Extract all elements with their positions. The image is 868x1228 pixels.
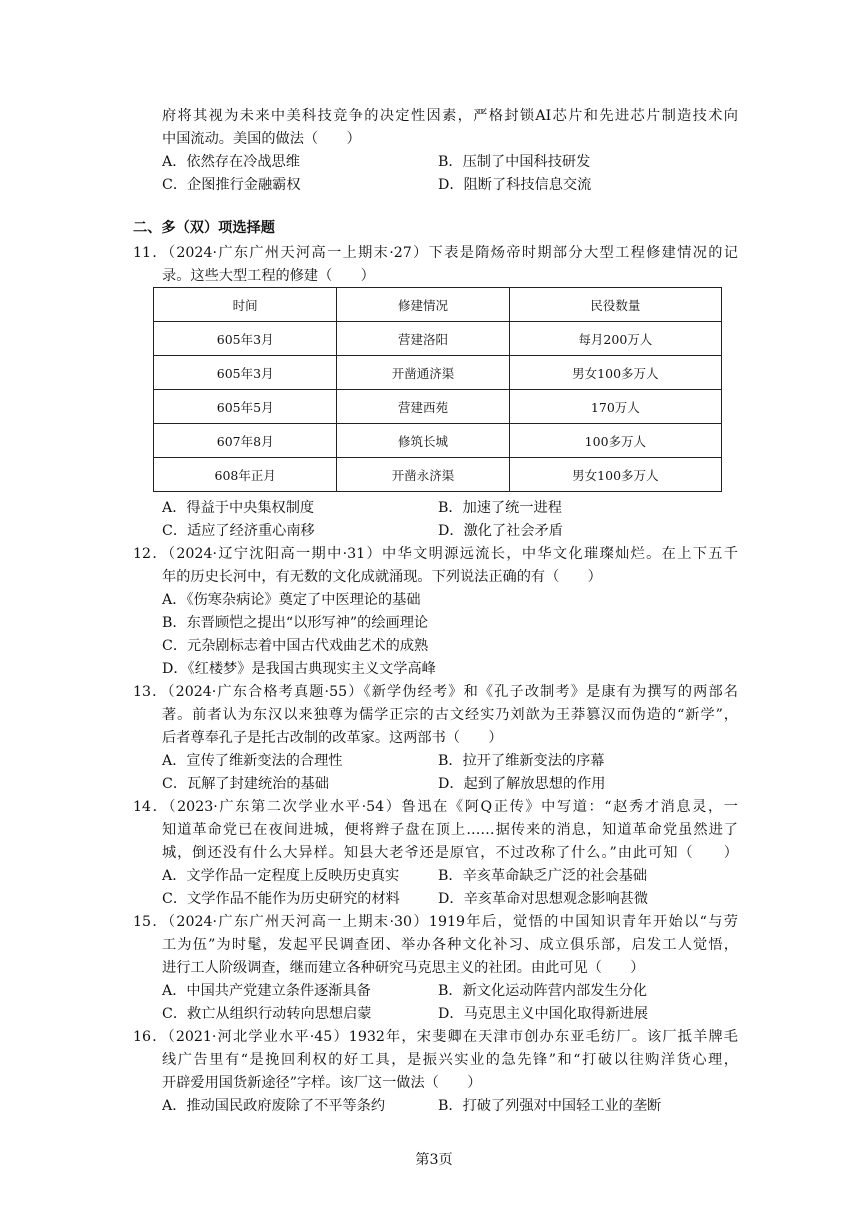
q15-stem-line-3: 进行工人阶级调查，继而建立各种研究马克思主义的社团。由此可见（ ） [162, 960, 645, 976]
table-cell: 605年3月 [154, 356, 337, 390]
q14-stem-line-2: 知道革命党已在夜间进城，便将辫子盘在顶上……据传来的消息，知道革命党虽然进了 [162, 822, 738, 838]
table-cell: 修筑长城 [337, 424, 509, 458]
table-cell: 605年5月 [154, 390, 337, 424]
q12-option-c: C．元杂剧标志着中国古代戏曲艺术的成熟 [162, 638, 429, 654]
table-header-row [154, 288, 722, 322]
table-cell: 开凿通济渠 [337, 356, 509, 390]
q16-stem-line-1: 16．（2021·河北学业水平·45）1932年，宋斐卿在天津市创办东亚毛纺厂。该厂抵羊牌毛 [133, 1029, 738, 1045]
q11-stem-line-2: 录。这些大型工程的修建（ ） [162, 268, 375, 284]
table-cell: 男女100多万人 [509, 458, 721, 492]
table-cell: 608年正月 [154, 458, 337, 492]
table-row [154, 424, 722, 458]
q14-option-c: C．文学作品不能作为历史研究的材料 [162, 891, 400, 907]
q12-option-b: B．东晋顾恺之提出“以形写神”的绘画理论 [162, 615, 429, 631]
table-row [154, 356, 722, 390]
table-cell: 营建西苑 [337, 390, 509, 424]
q15-stem-line-1: 15．（2024·广东广州天河高一上期末·30）1919年后，觉悟的中国知识青年开始以“与劳 [133, 914, 738, 930]
q15-stem-line-2: 工为伍”为时髦，发起平民调查团、举办各种文化补习、成立俱乐部，启发工人觉悟， [162, 937, 738, 953]
table-cell: 170万人 [509, 390, 721, 424]
q13-option-c: C．瓦解了封建统治的基础 [162, 776, 329, 792]
q15-option-c: C．救亡从组织行动转向思想启蒙 [162, 1006, 372, 1022]
table-row [154, 322, 722, 356]
table-cell: 607年8月 [154, 424, 337, 458]
q11-option-c: C．适应了经济重心南移 [162, 523, 315, 539]
q15-option-d: D．马克思主义中国化取得新进展 [438, 1006, 649, 1022]
q13-option-d: D．起到了解放思想的作用 [438, 776, 606, 792]
q10-option-c: C．企图推行金融霸权 [162, 177, 301, 193]
table-row [154, 390, 722, 424]
q11-option-a: A．得益于中央集权制度 [162, 500, 315, 516]
table-cell: 营建洛阳 [337, 322, 509, 356]
table-cell: 男女100多万人 [509, 356, 721, 390]
section-title: 二、多（双）项选择题 [133, 220, 275, 236]
table-cell: 每月200万人 [509, 322, 721, 356]
q11-option-d: D．激化了社会矛盾 [438, 523, 563, 539]
q10-option-a: A．依然存在冷战思维 [162, 154, 300, 170]
q16-option-a: A．推动国民政府废除了不平等条约 [162, 1098, 386, 1114]
q12-stem-line-2: 年的历史长河中，有无数的文化成就涌现。下列说法正确的有（ ） [162, 569, 602, 585]
q14-stem-line-1: 14．（2023·广东第二次学业水平·54）鲁迅在《阿Q正传》中写道：“赵秀才消息灵，一 [133, 799, 738, 815]
table-header-cell: 时间 [154, 288, 337, 322]
q13-stem-line-2: 著。前者认为东汉以来独尊为儒学正宗的古文经实乃刘歆为王莽篡汉而伪造的“新学”， [162, 707, 738, 723]
q11-table [153, 287, 722, 492]
q14-option-d: D．辛亥革命对思想观念影响甚微 [438, 891, 649, 907]
q11-stem-line-1: 11．（2024·广东广州天河高一上期末·27）下表是隋炀帝时期部分大型工程修建情况的记 [133, 245, 738, 261]
q12-stem-line-1: 12．（2024·辽宁沈阳高一期中·31）中华文明源远流长，中华文化璀璨灿烂。在上下五千 [133, 546, 738, 562]
q13-option-b: B．拉开了维新变法的序幕 [438, 753, 605, 769]
q10-option-d: D．阻断了科技信息交流 [438, 177, 592, 193]
q16-option-b: B．打破了列强对中国轻工业的垄断 [438, 1098, 662, 1114]
q16-stem-line-2: 线广告里有“是挽回利权的好工具，是振兴实业的急先锋”和“打破以往购洋货心理， [162, 1052, 738, 1068]
q10-option-b: B．压制了中国科技研发 [438, 154, 591, 170]
q12-option-a: A．《伤寒杂病论》奠定了中医理论的基础 [162, 592, 421, 608]
table-header-cell: 修建情况 [337, 288, 509, 322]
q14-option-a: A．文学作品一定程度上反映历史真实 [162, 868, 400, 884]
page-number: 第3页 [415, 1152, 453, 1168]
q11-option-b: B．加速了统一进程 [438, 500, 562, 516]
q13-stem-line-3: 后者尊奉孔子是托古改制的改革家。这两部书（ ） [162, 730, 503, 746]
q12-option-d: D．《红楼梦》是我国古典现实主义文学高峰 [162, 661, 436, 677]
q14-stem-line-3: 城，倒还没有什么大异样。知县大老爷还是原官，不过改称了什么。”由此可知（ ） [162, 845, 738, 861]
q10-stem-line-1: 府将其视为未来中美科技竞争的决定性因素，严格封锁AI芯片和先进芯片制造技术向 [162, 108, 738, 124]
table-cell: 开凿永济渠 [337, 458, 509, 492]
table-header-cell: 民役数量 [509, 288, 721, 322]
q14-option-b: B．辛亥革命缺乏广泛的社会基础 [438, 868, 648, 884]
table-row [154, 458, 722, 492]
q15-option-a: A．中国共产党建立条件逐渐具备 [162, 983, 371, 999]
q13-option-a: A．宣传了维新变法的合理性 [162, 753, 343, 769]
table-cell: 100多万人 [509, 424, 721, 458]
table-cell: 605年3月 [154, 322, 337, 356]
q10-stem-line-2: 中国流动。美国的做法（ ） [162, 131, 361, 147]
q13-stem-line-1: 13．（2024·广东合格考真题·55）《新学伪经考》和《孔子改制考》是康有为撰写的两部名 [133, 684, 738, 700]
q16-stem-line-3: 开辟爱用国货新途径”字样。该厂这一做法（ ） [162, 1075, 482, 1091]
q15-option-b: B．新文化运动阵营内部发生分化 [438, 983, 648, 999]
